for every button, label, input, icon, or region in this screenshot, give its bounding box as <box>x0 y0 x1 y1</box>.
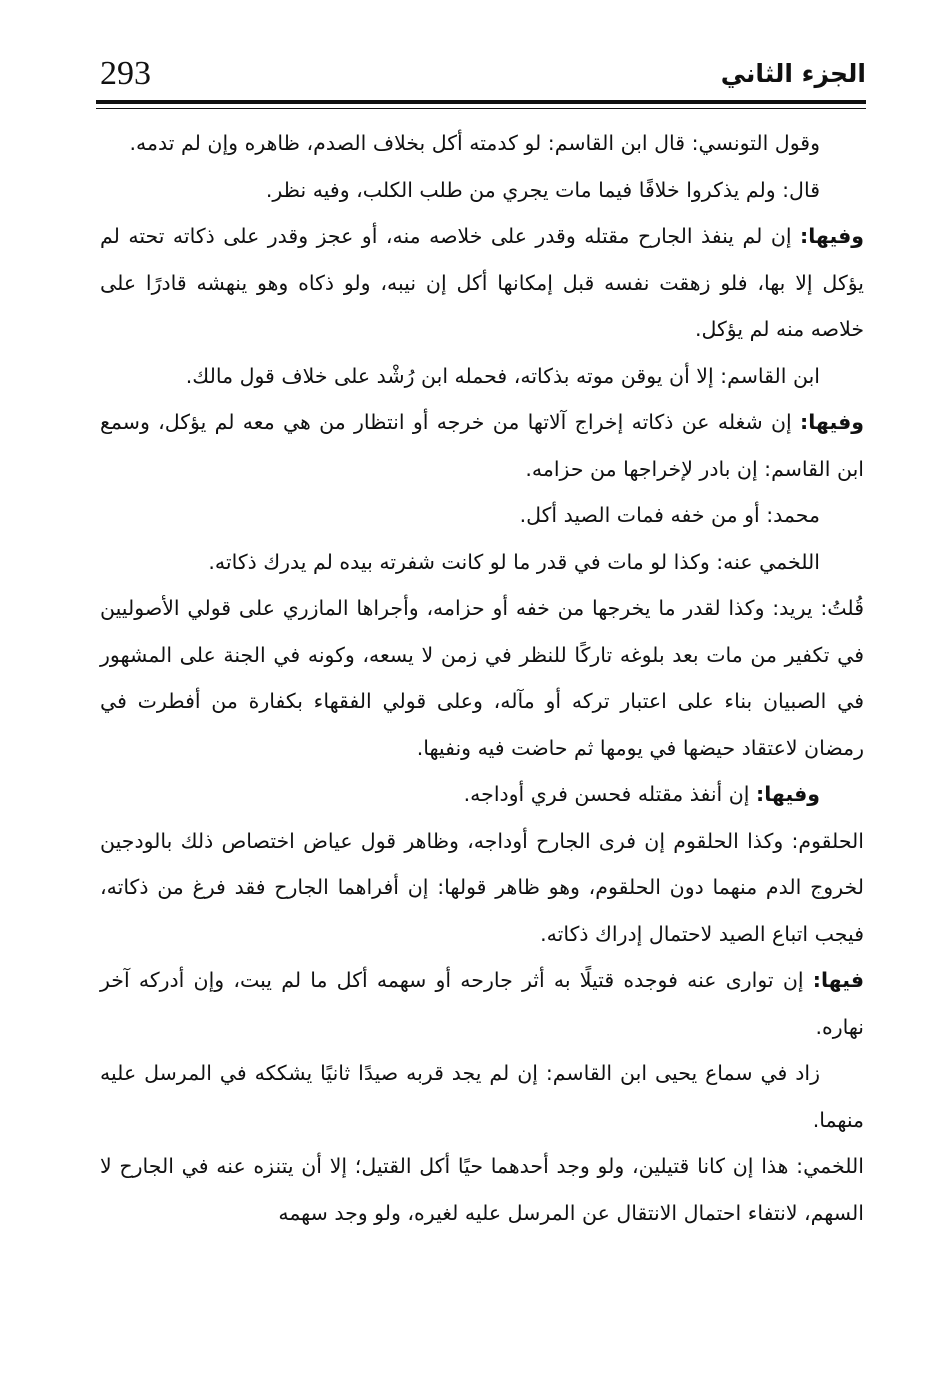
paragraph <box>100 120 864 167</box>
header-rule-thin <box>96 108 866 109</box>
paragraph <box>100 539 864 586</box>
paragraph <box>100 585 864 771</box>
paragraph-text: اللخمي: هذا إن كانا قتيلين، ولو وجد أحدهما حيًا أكل القتيل؛ إلا أن يتنزه عنه في الجارح لا السهم، لانتفاء احتمال الانتقال عن المرسل عليه لغيره، ولو وجد سهمه <box>100 1154 864 1225</box>
paragraph-lead: فيها: <box>812 968 864 992</box>
running-title: الجزء الثاني <box>720 59 866 88</box>
paragraph <box>100 818 864 958</box>
paragraph <box>100 167 864 214</box>
paragraph-text: إن توارى عنه فوجده قتيلًا به أثر جارحه أو سهمه أكل ما لم يبت، وإن أدركه آخر نهاره. <box>100 968 864 1039</box>
page-number: 293 <box>100 55 151 92</box>
paragraph <box>100 213 864 353</box>
paragraph <box>100 353 864 400</box>
paragraph <box>100 399 864 492</box>
paragraph-text: زاد في سماع يحيى ابن القاسم: إن لم يجد قربه صيدًا ثانيًا يشككه في المرسل عليه منهما. <box>100 1061 864 1132</box>
paragraph-text: وقول التونسي: قال ابن القاسم: لو كدمته أكل بخلاف الصدم، ظاهره وإن لم تدمه. <box>129 131 820 155</box>
paragraph <box>100 957 864 1050</box>
body-text <box>100 120 864 1236</box>
paragraph-text: إن أنفذ مقتله فحسن فري أوداجه. <box>463 782 757 806</box>
paragraph <box>100 1143 864 1236</box>
paragraph-text: إن لم ينفذ الجارح مقتله وقدر على خلاصه منه، أو عجز وقدر على ذكاته تحته لم يؤكل إلا بها، فلو زهقت نفسه قبل إمكانها أكل إن نيبه، ولو ذكاه وهو ينهشه قادرًا على خلاصه منه لم يؤكل. <box>100 224 864 341</box>
page-header <box>96 52 866 100</box>
paragraph-text: محمد: أو من خفه فمات الصيد أكل. <box>519 503 820 527</box>
paragraph-text: اللخمي عنه: وكذا لو مات في قدر ما لو كانت شفرته بيده لم يدرك ذكاته. <box>208 549 820 574</box>
paragraph-text: إن شغله عن ذكاته إخراج آلاتها من خرجه أو انتظار من هي معه لم يؤكل، وسمع ابن القاسم: إن بادر لإخراجها من حزامه. <box>100 410 864 481</box>
paragraph-text: قُلتُ: يريد: وكذا لقدر ما يخرجها من خفه أو حزامه، وأجراها المازري على قولي الأصوليين في تكفير من مات بعد بلوغه تاركًا للنظر في زمن لا يسعه، وكونه في الجنة على المشهور في الصبيان بناء على اعتبار تركه أو مآله، وعلى قولي الفقهاء بكفارة من أفطرت في رمضان لاعتقاد حيضها في يومها ثم حاضت فيه ونفيها. <box>100 596 864 760</box>
paragraph-text: الحلقوم: وكذا الحلقوم إن فرى الجارح أوداجه، وظاهر قول عياض اختصاص ذلك بالودجين لخروج الدم منهما دون الحلقوم، وهو ظاهر قولها: إن أفراهما الجارح فقد فرغ من ذكاته، فيجب اتباع الصيد لاحتمال إدراك ذكاته. <box>100 828 864 946</box>
paragraph <box>100 1050 864 1143</box>
paragraph <box>100 492 864 539</box>
paragraph-lead: وفيها: <box>800 410 864 434</box>
paragraph-text: قال: ولم يذكروا خلافًا فيما مات يجري من طلب الكلب، وفيه نظر. <box>265 177 820 202</box>
paragraph-lead: وفيها: <box>756 782 820 806</box>
header-rule-thick <box>96 100 866 104</box>
paragraph-text: ابن القاسم: إلا أن يوقن موته بذكاته، فحمله ابن رُشْد على خلاف قول مالك. <box>185 363 820 388</box>
paragraph-lead: وفيها: <box>800 224 864 248</box>
paragraph <box>100 771 864 818</box>
